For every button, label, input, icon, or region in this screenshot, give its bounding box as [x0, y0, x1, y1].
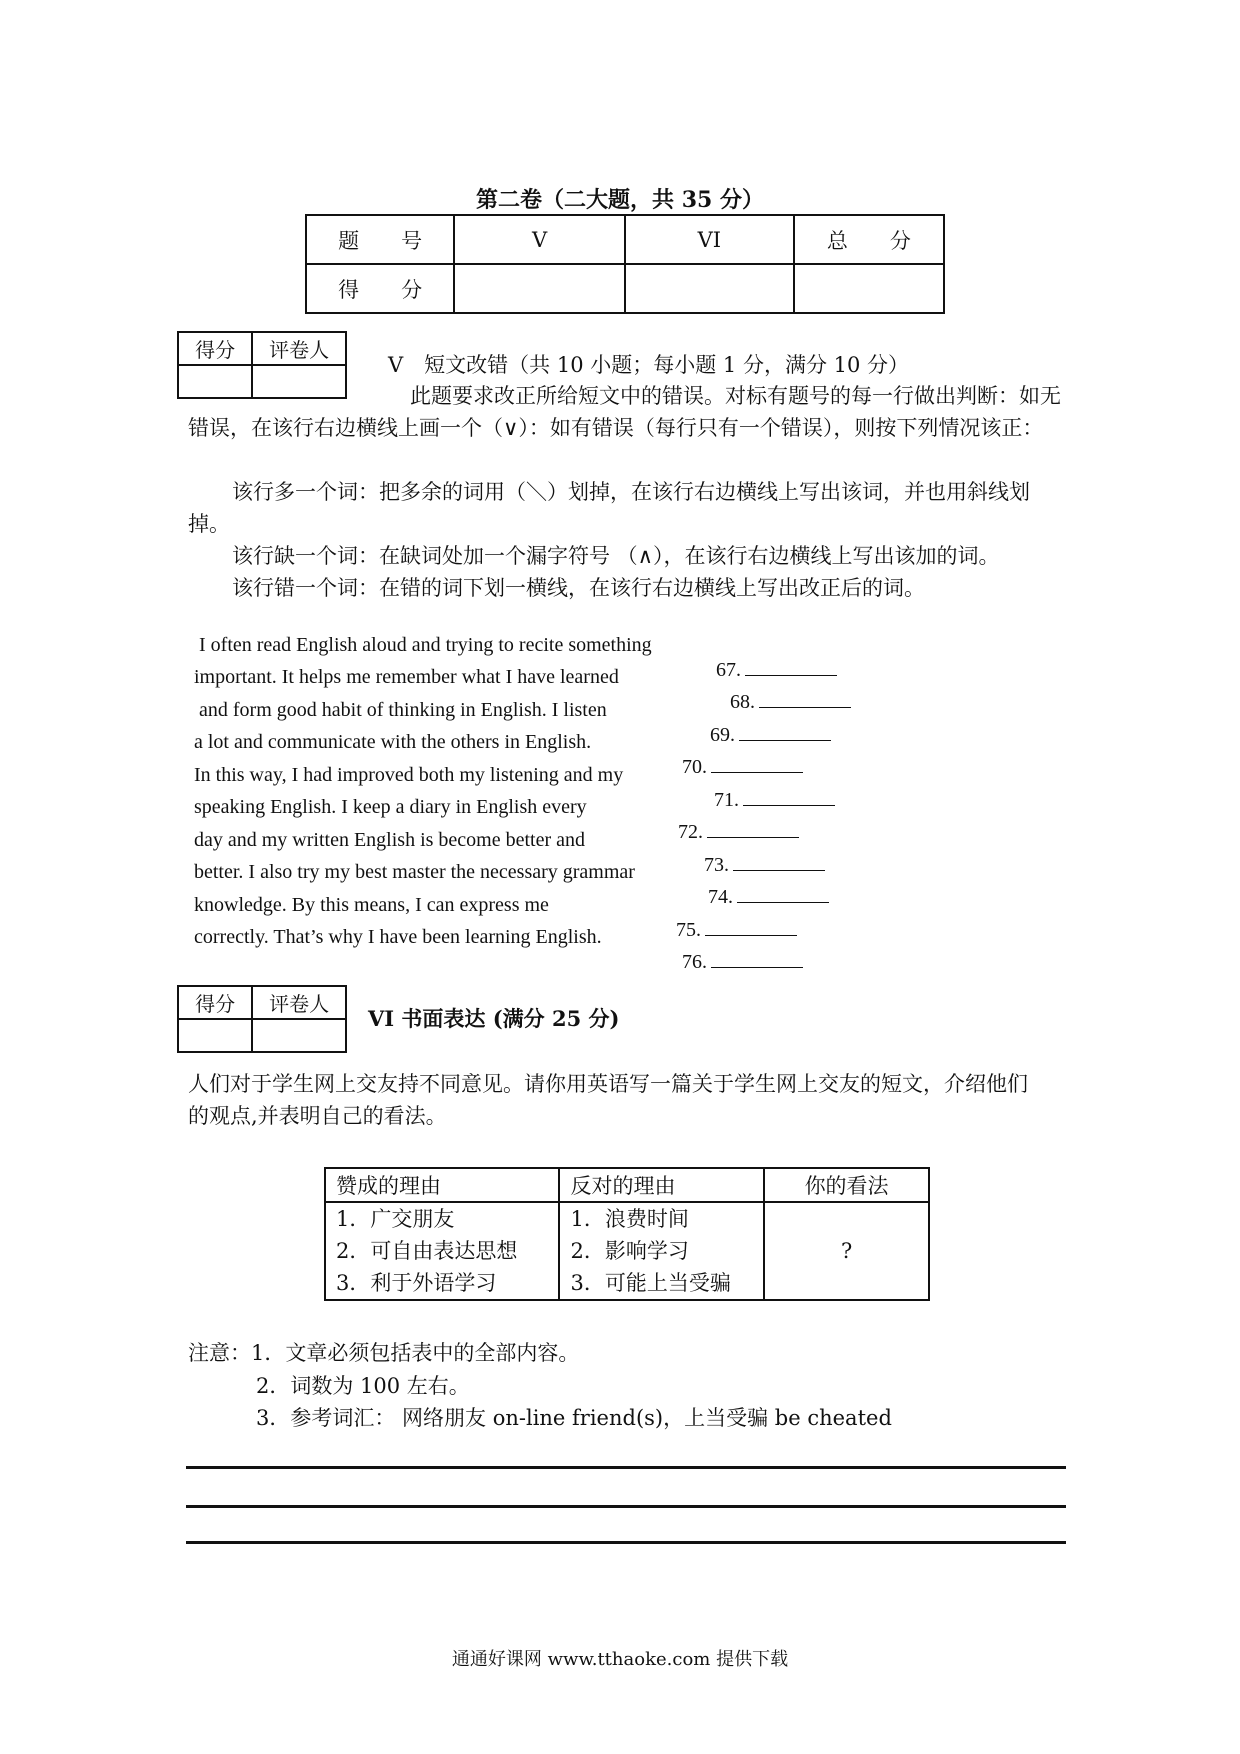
- passage-text: knowledge. By this means, I can express me: [194, 894, 549, 916]
- grader-box-section6: [177, 985, 347, 1053]
- answer-slot: 73.: [704, 852, 825, 877]
- footer: 通通好课网 www.tthaoke.com 提供下载: [451, 1649, 789, 1670]
- passage-text: speaking English. I keep a diary in English every: [194, 796, 587, 818]
- answer-slot: 68.: [730, 689, 851, 714]
- header-pro: 赞成的理由: [325, 1168, 559, 1202]
- passage-text: better. I also try my best master the necessary grammar: [194, 861, 635, 883]
- score-table-header-number: 题 号: [306, 215, 454, 264]
- note-1: 注意：1．文章必须包括表中的全部内容。: [188, 1341, 580, 1365]
- pro-reasons: [325, 1202, 559, 1300]
- writing-line[interactable]: [186, 1466, 1066, 1469]
- grader-score-label: 得分: [178, 332, 252, 365]
- grader-name-label: 评卷人: [252, 986, 346, 1019]
- passage-line-76: [194, 903, 874, 973]
- opinion-cell: ?: [764, 1202, 929, 1300]
- section5-instruction-2: 该行多一个词：把多余的词用（＼）划掉，在该行右边横线上写出该词，并也用斜线划掉。: [188, 480, 1030, 536]
- passage-text: a lot and communicate with the others in English.: [194, 731, 592, 753]
- note-2: 2．词数为 100 左右。: [256, 1374, 470, 1398]
- answer-slot: 69.: [710, 722, 831, 747]
- passage-text: In this way, I had improved both my listening and my: [194, 764, 624, 786]
- answer-blank[interactable]: [711, 949, 803, 968]
- passage-text: and form good habit of thinking in English. I listen: [194, 699, 607, 721]
- list-item: 3．可能上当受骗: [570, 1271, 731, 1295]
- part-title: 第二卷（二大题，共 35 分）: [476, 187, 764, 213]
- grader-score-cell: [178, 1019, 252, 1052]
- passage-text: correctly. That’s why I have been learning English.: [194, 926, 602, 948]
- list-item: 1．广交朋友: [336, 1207, 455, 1231]
- passage-text: day and my written English is become better and: [194, 829, 586, 851]
- score-table: [305, 214, 945, 314]
- opinion-table: [324, 1167, 930, 1301]
- header-con: 反对的理由: [559, 1168, 764, 1202]
- con-reasons: [559, 1202, 764, 1300]
- section5-instruction-3: 该行缺一个词：在缺词处加一个漏字符号 （∧），在该行右边横线上写出该加的词。: [232, 544, 1000, 568]
- list-item: 2．影响学习: [570, 1239, 689, 1263]
- answer-slot: 71.: [714, 787, 835, 812]
- note-3: 3．参考词汇： 网络朋友 on-line friend(s)，上当受骗 be cheated: [256, 1406, 892, 1430]
- score-table-header-vi: VI: [625, 215, 794, 264]
- score-cell-total: [794, 264, 944, 313]
- section6-prompt: 人们对于学生网上交友持不同意见。请你用英语写一篇关于学生网上交友的短文，介绍他们的观点,并表明自己的看法。: [188, 1072, 1028, 1128]
- answer-slot: 72.: [678, 819, 799, 844]
- score-table-header-total: 总 分: [794, 215, 944, 264]
- grader-score-label: 得分: [178, 986, 252, 1019]
- score-table-row-label: 得 分: [306, 264, 454, 313]
- writing-line[interactable]: [186, 1541, 1066, 1544]
- score-cell-vi: [625, 264, 794, 313]
- answer-slot: 76.: [682, 949, 803, 974]
- section5-instruction-1: 此题要求改正所给短文中的错误。对标有题号的每一行做出判断：如无错误，在该行右边横线上画一个（∨）：如有错误（每行只有一个错误），则按下列情况该正：: [188, 384, 1061, 440]
- grader-name-label: 评卷人: [252, 332, 346, 365]
- score-table-header-v: V: [454, 215, 625, 264]
- writing-line[interactable]: [186, 1505, 1066, 1508]
- answer-slot: 75.: [676, 917, 797, 942]
- grader-name-cell: [252, 1019, 346, 1052]
- section5-heading: V 短文改错（共 10 小题；每小题 1 分，满分 10 分）: [388, 353, 910, 377]
- list-item: 2．可自由表达思想: [336, 1239, 518, 1263]
- answer-slot: 67.: [716, 657, 837, 682]
- passage-text: important. It helps me remember what I have learned: [194, 666, 619, 688]
- section6-heading: VI 书面表达 (满分 25 分): [368, 1006, 620, 1031]
- list-item: 3．利于外语学习: [336, 1271, 497, 1295]
- answer-slot: 70.: [682, 754, 803, 779]
- section5-instruction-4: 该行错一个词：在错的词下划一横线，在该行右边横线上写出改正后的词。: [232, 576, 925, 600]
- passage-text: I often read English aloud and trying to recite something: [194, 634, 652, 656]
- answer-slot: 74.: [708, 884, 829, 909]
- header-opinion: 你的看法: [764, 1168, 929, 1202]
- score-cell-v: [454, 264, 625, 313]
- list-item: 1．浪费时间: [570, 1207, 689, 1231]
